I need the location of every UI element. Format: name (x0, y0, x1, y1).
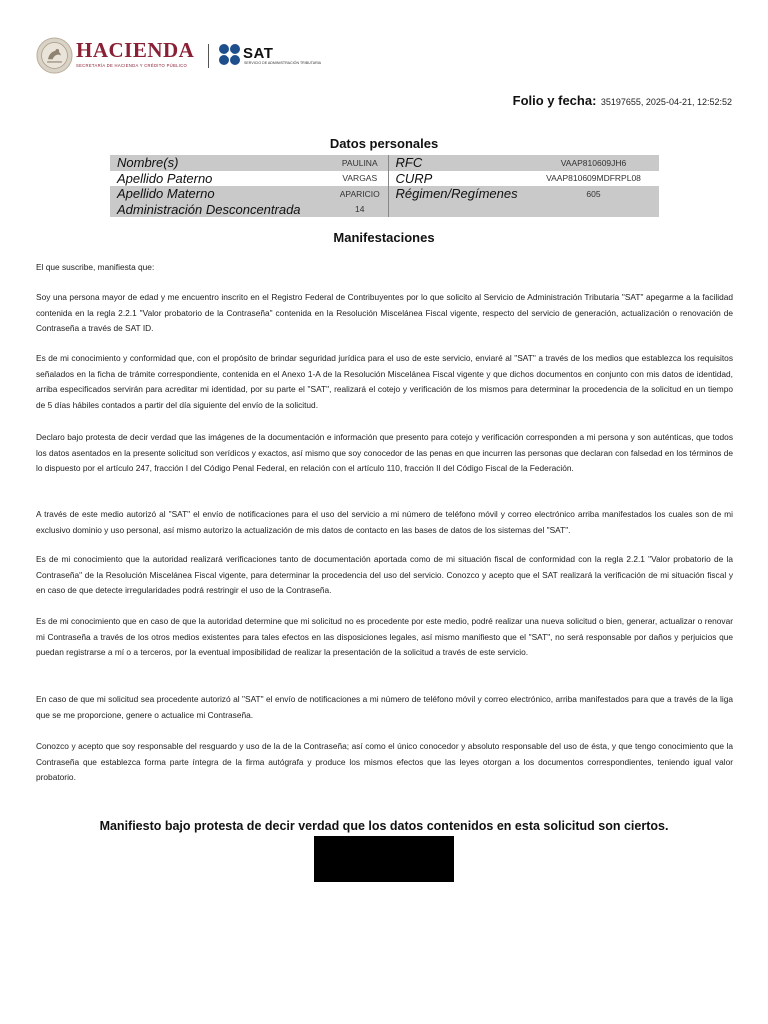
row-label-left: Apellido Paterno (110, 171, 332, 187)
folio (513, 92, 732, 110)
sat-dots-logo-icon (218, 43, 242, 67)
sat-subtitle: SERVICIO DE ADMINISTRACIÓN TRIBUTARIA (244, 61, 322, 65)
header (36, 36, 336, 76)
row-value-right: VAAP810609MDFRPL08 (528, 171, 659, 187)
table-row (110, 202, 659, 218)
personal-data-title: Datos personales (329, 136, 439, 151)
row-value-left: APARICIO (332, 186, 388, 202)
intro-text: El que suscribe, manifiesta que: (36, 262, 155, 272)
table-row (110, 171, 659, 187)
row-label-left: Nombre(s) (110, 155, 332, 171)
row-value-left: VARGAS (332, 171, 388, 187)
row-label-right (388, 202, 528, 218)
row-label-right: CURP (388, 171, 528, 187)
row-label-right: Régimen/Regímenes (388, 186, 528, 202)
sat-title: SAT (243, 45, 274, 62)
row-value-right (528, 202, 659, 218)
paragraph: Es de mi conocimiento y conformidad que, con el propósito de brindar seguridad jurídica para el uso de este servicio, enviaré al "SAT" a través de los medios que establezca los requisitos señalados en la ficha de trámite correspondiente, contenida en el Anexo 1-A de la Resolución Miscelánea Fiscal vigente y que dichos documentos en conjunto con mis datos de identidad, arriba especificados servirán para acreditar mi identidad, por su parte el "SAT", realizará el cotejo y verificación de los mismos para determinar la procedencia de la solicitud en un tiempo de 5 días hábiles contados a partir del día siguiente del envío de la solicitud. (36, 353, 733, 410)
row-label-right: RFC (388, 155, 528, 171)
row-value-left: 14 (332, 202, 388, 218)
folio-label: Folio y fecha: (512, 93, 597, 108)
redacted-signature-box (314, 836, 454, 882)
row-value-left: PAULINA (332, 155, 388, 171)
paragraph: Es de mi conocimiento que la autoridad realizará verificaciones tanto de documentación aportada como de mi situación fiscal de conformidad con la regla 2.2.1 "Valor probatorio de la Contraseña" de la Resolución Miscelánea Fiscal vigente, para determinar la procedencia del uso del servicio. Conozco y acepto que el SAT realizará la verificación de mi situación fiscal y en caso de que detecte irregularidades podrá restringir el uso de la Contraseña. (36, 554, 733, 596)
paragraph: Declaro bajo protesta de decir verdad que las imágenes de la documentación e información que presento para cotejo y verificación corresponden a mi persona y son auténticas, que todos los datos asentados en la presente solicitud son verídicos y exactos, así mismo que soy conocedor de las penas en que incurren las personas que declaran con falsedad en los términos de lo dispuesto por el artículo 247, fracción I del Código Penal Federal, en relación con el artículo 110, fracción II del Código Fiscal de la Federación. (36, 432, 733, 474)
hacienda-title: HACIENDA (76, 38, 195, 62)
paragraph: Es de mi conocimiento que en caso de que la autoridad determine que mi solicitud no es procedente por este medio, podré realizar una nueva solicitud o bien, generar, actualizar o renovar mi Contraseña a través de los otros medios existentes para tales efectos en las disposiciones legales, así mismo manifiesto que el "SAT", no será responsable por daños y perjuicios que puedan registrarse a mí o a terceros, por la eventual imposibilidad de realizar la presentación de la solicitud a través de este servicio. (36, 616, 733, 658)
row-label-left: Administración Desconcentrada (110, 202, 332, 218)
folio-value: 35197655, 2025-04-21, 12:52:52 (600, 97, 732, 107)
paragraph: En caso de que mi solicitud sea procedente autorizó al "SAT" el envío de notificaciones a mi número de teléfono móvil y correo electrónico, arriba manifestados para que a través de la liga que se me proporcione, genere o actualice mi Contraseña. (36, 694, 733, 720)
row-value-right: VAAP810609JH6 (528, 155, 659, 171)
paragraph: A través de este medio autorizó al "SAT" el envío de notificaciones para el uso del servicio a mi número de teléfono móvil y correo electrónico arriba manifestados los cuales son de mi exclusivo dominio y uso personal, así mismo autorizo la actualización de mis datos de contacto en las bases de datos de los sistemas del "SAT". (36, 509, 733, 535)
manifestaciones-title: Manifestaciones (333, 230, 435, 245)
row-label-left: Apellido Materno (110, 186, 332, 202)
final-statement: Manifiesto bajo protesta de decir verdad que los datos contenidos en esta solicitud son ciertos. (99, 819, 669, 833)
header-divider (208, 44, 209, 68)
paragraph: Soy una persona mayor de edad y me encuentro inscrito en el Registro Federal de Contribuyentes por lo que solicito al Servicio de Administración Tributaria "SAT" apegarme a la facilidad contenida en la regla 2.2.1 "Valor probatorio de la Contraseña" contenida en la Resolución Miscelánea Fiscal vigente, respecto del servicio de generación, actualización o renovación de Contraseña a través de SAT ID. (36, 292, 733, 334)
paragraph: Conozco y acepto que soy responsable del resguardo y uso de la de la Contraseña; así como el único conocedor y absoluto responsable del uso de ésta, y que tengo conocimiento que la Contraseña que establezca forma parte íntegra de la firma autógrafa y produce los mismos efectos que las leyes otorgan a los documentos correspondientes, teniendo igual valor probatorio. (36, 741, 733, 783)
table-row (110, 155, 659, 171)
row-value-right: 605 (528, 186, 659, 202)
personal-data-table (110, 155, 659, 217)
mexican-eagle-seal-icon (36, 37, 73, 74)
table-row (110, 186, 659, 202)
hacienda-subtitle: SECRETARÍA DE HACIENDA Y CRÉDITO PÚBLICO (76, 63, 188, 68)
